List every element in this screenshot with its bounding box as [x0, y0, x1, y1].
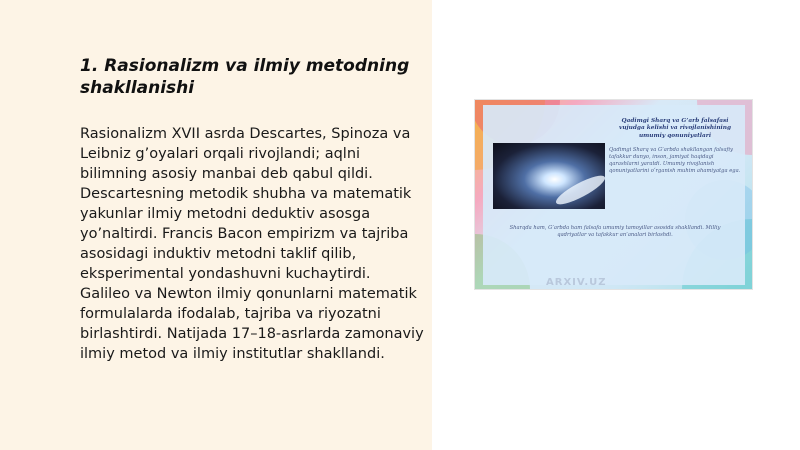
image-logo: ARXIV.UZ [546, 277, 607, 288]
slide-body-text: Rasionalizm XVII asrda Descartes, Spinoza va Leibniz g’oyalari orqali rivojlandi; aqlni bilimning asosiy manbai deb qabul qildi. Descartesning metodik shubha va matematik yakunlar ilmiy metodni deduktiv asosga yo’naltirdi. Francis Bacon empirizm va tajriba asosidagi induktiv metodni taklif qilib, eksperimental yondashuvni kuchaytirdi. Galileo va Newton ilmiy qonunlarni matematik formulalarda ifodalab, tajriba va riyozatni birlashtirdi. Natijada 17–18-asrlarda zamonaviy ilmiy metod va ilmiy institutlar shakllandi. [80, 126, 424, 362]
galaxy-picture [493, 143, 605, 209]
image-heading: Qadimgi Sharq va G’arb falsafasi vujudga kelishi va rivojlanishining umumiy qonuniyatlari [618, 118, 732, 139]
galaxy-arm [553, 171, 608, 209]
image-text-panel [483, 105, 745, 288]
slide-title: 1. Rasionalizm va ilmiy metodning shakllanishi [80, 56, 410, 98]
image-paragraph-2: Sharqda ham, G’arbda ham falsafa umumiy tamoyillar asosida shakllandi. Milliy qadriyatlar va tafakkur an’analari birlashdi. [509, 225, 721, 238]
image-paragraph-1: Qadimgi Sharq va G’arbda shakllangan falsafiy tafakkur dunyo, inson, jamiyat haqidagi qarashlarni yaratdi. Umumiy rivojlanish qonuniyatlarini o‘rganish muhim ahamiyatga ega. [609, 147, 741, 174]
illustration-image [474, 99, 753, 290]
